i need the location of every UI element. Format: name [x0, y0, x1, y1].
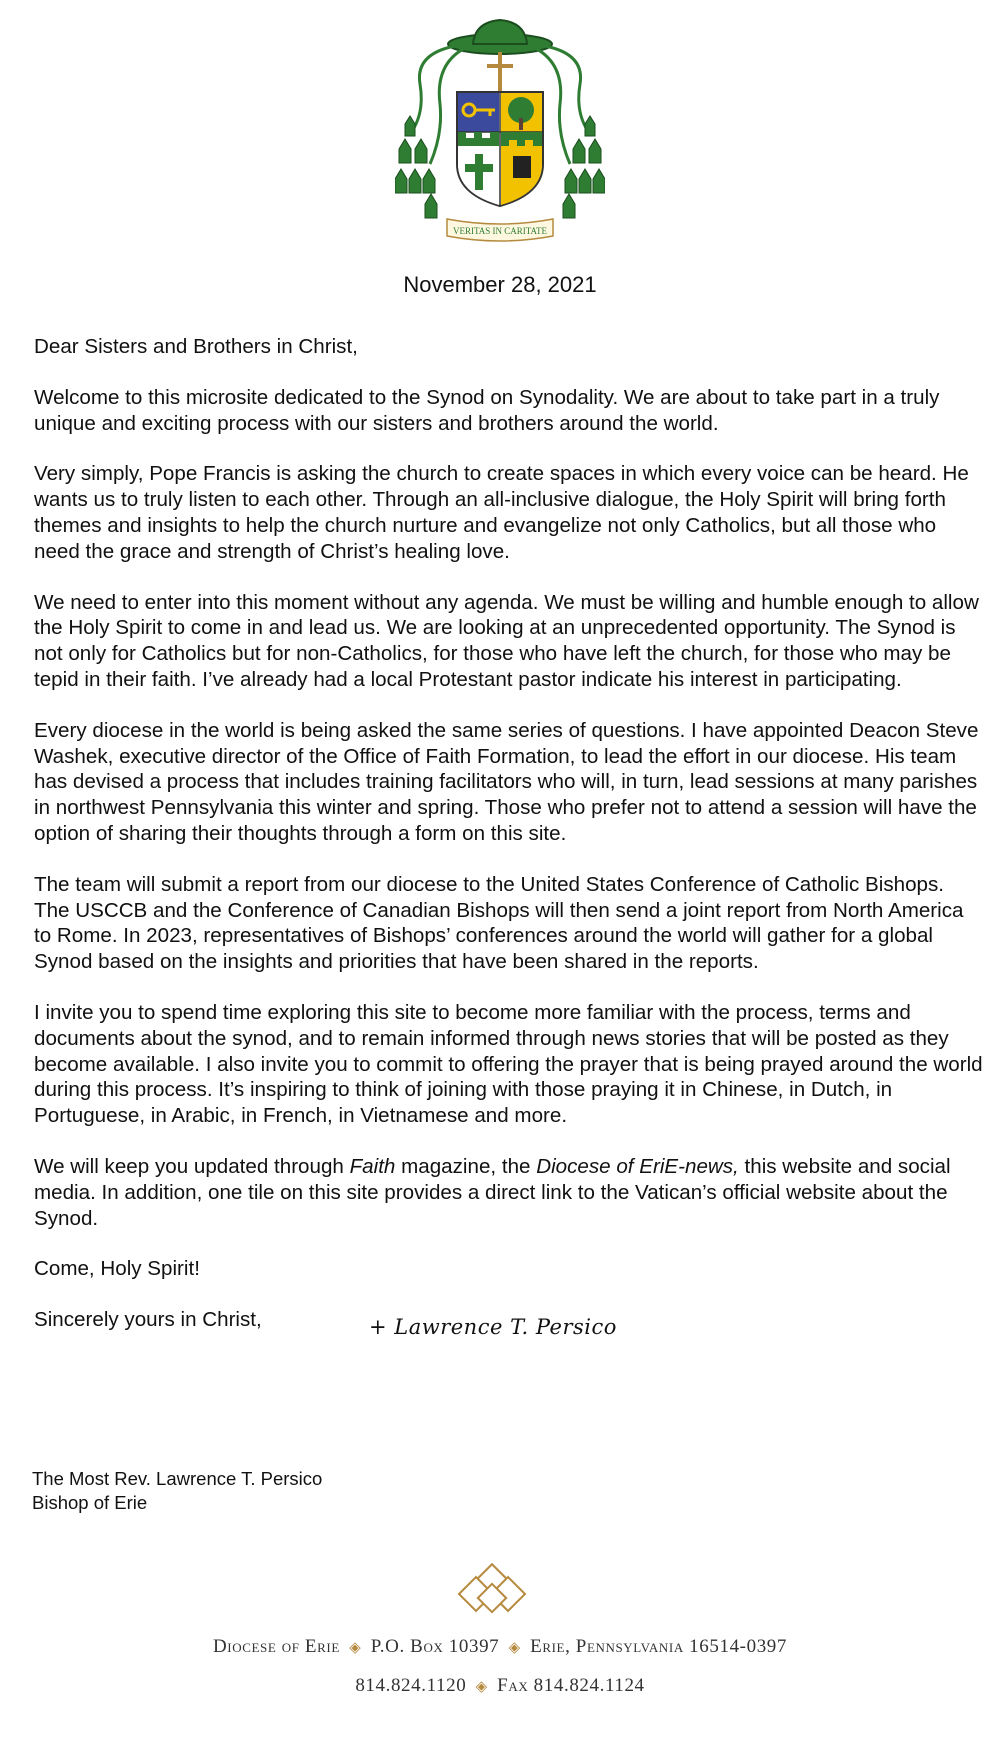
closing: Sincerely yours in Christ,: [34, 1308, 262, 1332]
salutation: Dear Sisters and Brothers in Christ,: [34, 335, 358, 358]
footer-ornament-divider: [222, 1560, 778, 1620]
coat-of-arms-logo: [395, 14, 605, 249]
signatory-name: The Most Rev. Lawrence T. Persico: [32, 1468, 323, 1489]
diamond-icon: ◈: [349, 1640, 362, 1656]
diamond-icon: ◈: [508, 1640, 521, 1656]
paragraph-updates: We will keep you updated through Faith magazine, the Diocese of EriE-news, this website and social media. In addition, one tile on this site provides a direct link to the Vatican’s official website about the Synod.: [34, 1154, 951, 1230]
footer-address-line: [0, 1636, 1000, 1658]
signatory-title: Bishop of Erie: [32, 1492, 148, 1513]
footer-city: Erie, Pennsylvania 16514-0397: [530, 1636, 788, 1657]
paragraph: Very simply, Pope Francis is asking the church to create spaces in which every voice can be heard. He wants us to truly listen to each other. Through an all-inclusive dialogue, the Holy Spirit will bring forth themes and insights to help the church nurture and evangelize not only Catholics, but all those who need the grace and strength of Christ’s healing love.: [34, 462, 969, 563]
crest-motto: VERITAS IN CARITATE: [452, 226, 548, 236]
footer-fax: Fax 814.824.1124: [497, 1675, 645, 1696]
diamond-icon: ◈: [475, 1679, 488, 1695]
signature: + Lawrence T. Persico: [369, 1315, 617, 1340]
letter-body: [34, 334, 984, 1340]
paragraph: Welcome to this microsite dedicated to the Synod on Synodality. We are about to take part in a truly unique and exciting process with our sisters and brothers around the world.: [34, 385, 940, 435]
paragraph: I invite you to spend time exploring this site to become more familiar with the process, terms and documents about the synod, and to remain informed through news stories that will be posted as they become available. I also invite you to commit to offering the prayer that is being prayed around the world during this process. It’s inspiring to think of joining with those praying it in Chinese, in Dutch, in Portuguese, in Arabic, in French, in Vietnamese and more.: [34, 1000, 983, 1128]
paragraph: We need to enter into this moment without any agenda. We must be willing and humble enough to allow the Holy Spirit to come in and lead us. We are looking at an unprecedented opportunity. The Synod is not only for Catholics but for non-Catholics, for those who have left the church, for those who may be tepid in their faith. I’ve already had a local Protestant pastor indicate his interest in participating.: [34, 590, 979, 691]
footer-phone: 814.824.1120: [355, 1675, 467, 1696]
closing-row: [34, 1307, 984, 1340]
paragraph: Every diocese in the world is being asked the same series of questions. I have appointed Deacon Steve Washek, executive director of the Office of Faith Formation, to lead the effort in our diocese. His team has devised a process that includes training facilitators who will, in turn, lead sessions at many parishes in northwest Pennsylvania this winter and spring. Those who prefer not to attend a session will have the option of sharing their thoughts through a form on this site.: [34, 718, 979, 845]
faith-magazine-title: Faith: [349, 1154, 396, 1178]
footer-po-box: P.O. Box 10397: [370, 1636, 500, 1657]
letter-date: November 28, 2021: [403, 272, 597, 297]
footer-phone-line: [0, 1675, 1000, 1697]
paragraph: The team will submit a report from our diocese to the United States Conference of Catholic Bishops. The USCCB and the Conference of Canadian Bishops will then send a joint report from North America to Rome. In 2023, representatives of Bishops’ conferences around the world will gather for a global Synod based on the insights and priorities that have been shared in the reports.: [34, 872, 964, 974]
closing-prayer: Come, Holy Spirit!: [34, 1257, 200, 1281]
enews-title: Diocese of EriE-news,: [536, 1154, 739, 1178]
footer-org: Diocese of Erie: [212, 1636, 340, 1657]
signatory-block: [32, 1467, 322, 1515]
